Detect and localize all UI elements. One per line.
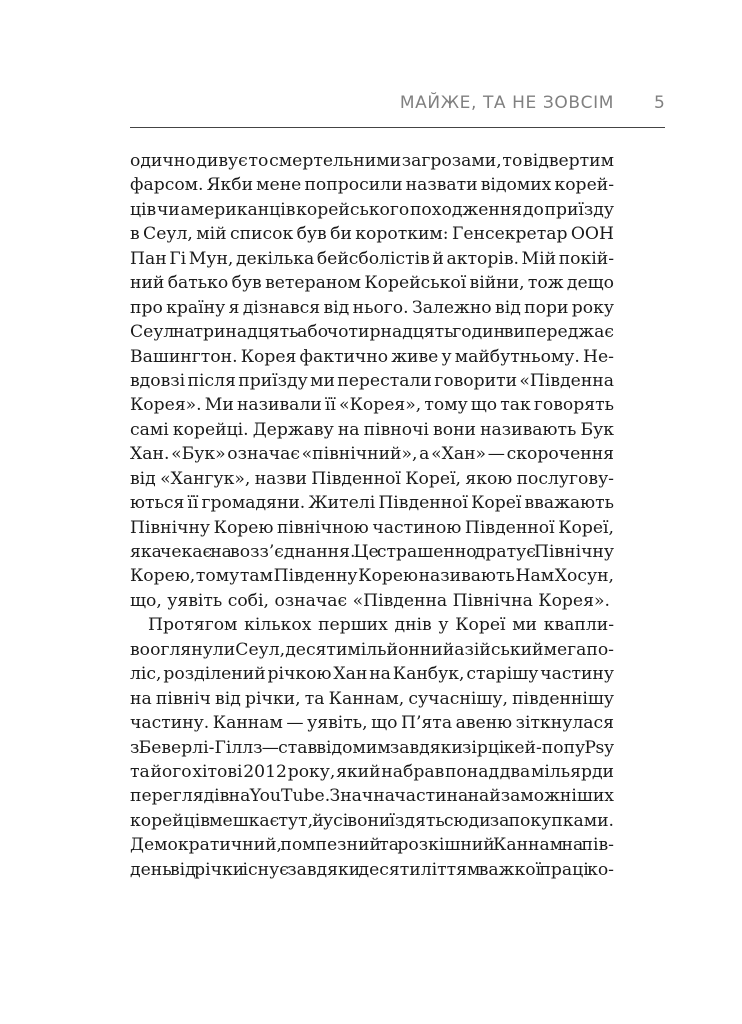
text-line: Корею, тому там Південну Корею називають Нам Хосун, <box>130 566 614 587</box>
text-line: від «Хангук», назви Південної Кореї, якою послугову- <box>130 468 614 489</box>
text-line: переглядів на YouTube. Значна частина найзаможніших <box>130 786 614 807</box>
text-line: Демократичний, помпезний та розкішний Каннам на пів- <box>130 835 614 856</box>
header-divider <box>130 127 665 128</box>
running-title: МАЙЖЕ, ТА НЕ ЗОВСІМ <box>399 93 614 113</box>
body-text <box>130 149 614 882</box>
text-line: одично дивує то смертельними загрозами, то відвертим <box>130 151 614 171</box>
text-line: вдовзі після приїзду ми перестали говорити «Південна <box>130 370 614 391</box>
text-line: про країну я дізнався від нього. Залежно від пори року <box>130 297 614 318</box>
text-line: день від річки існує завдяки десятиліттям важкої праці ко- <box>130 859 614 880</box>
text-line: ліс, розділений річкою Хан на Канбук, старішу частину <box>130 664 614 685</box>
text-line: Сеул на тринадцять або чотирнадцять годин випереджає <box>130 322 614 343</box>
text-line: во оглянули Сеул, десятимільйонний азійський мегапо- <box>130 639 614 660</box>
text-line: фарсом. Якби мене попросили назвати відомих корей- <box>130 175 614 196</box>
paragraph-1 <box>130 149 614 613</box>
text-line: на північ від річки, та Каннам, сучаснішу, південнішу <box>130 688 614 709</box>
page-number: 5 <box>654 93 665 113</box>
text-line: яка чекає на возз’єднання. Це страшенно дратує Північну <box>130 542 614 562</box>
text-line: Пан Гі Мун, декілька бейсболістів й акторів. Мій покій- <box>130 248 614 269</box>
text-line: частину. Каннам — уявіть, що П’ята авеню зіткнулася <box>130 713 614 734</box>
text-line: Хан. «Бук» означає «північний», а «Хан» — скорочення <box>130 444 614 465</box>
text-line: Протягом кількох перших днів у Кореї ми квапли- <box>148 615 614 636</box>
text-line: ців чи американців корейського походження до приїзду <box>130 199 614 220</box>
text-line: самі корейці. Державу на півночі вони називають Бук <box>130 419 614 440</box>
text-line: Корея». Ми називали її «Корея», тому що так говорять <box>130 395 614 416</box>
paragraph-2 <box>130 613 614 882</box>
text-line: що, уявіть собі, означає «Південна Північна Корея». <box>130 590 610 611</box>
text-line: корейців мешкає тут, й усі вони їздять сюди за покупками. <box>130 810 614 831</box>
text-line: в Сеул, мій список був би коротким: Генсекретар ООН <box>130 224 614 245</box>
text-line: ються її громадяни. Жителі Південної Кореї вважають <box>130 493 614 514</box>
text-line: та його хітові 2012 року, який набрав понад два мільярди <box>130 761 614 782</box>
text-line: Північну Корею північною частиною Південної Кореї, <box>130 517 614 538</box>
text-line: ний батько був ветераном Корейської війни, тож дещо <box>130 273 614 294</box>
text-line: Вашингтон. Корея фактично живе у майбутньому. Не- <box>130 346 614 367</box>
text-line: з Беверлі-Гіллз — став відомим завдяки зірці кей-попу Psy <box>130 737 614 758</box>
